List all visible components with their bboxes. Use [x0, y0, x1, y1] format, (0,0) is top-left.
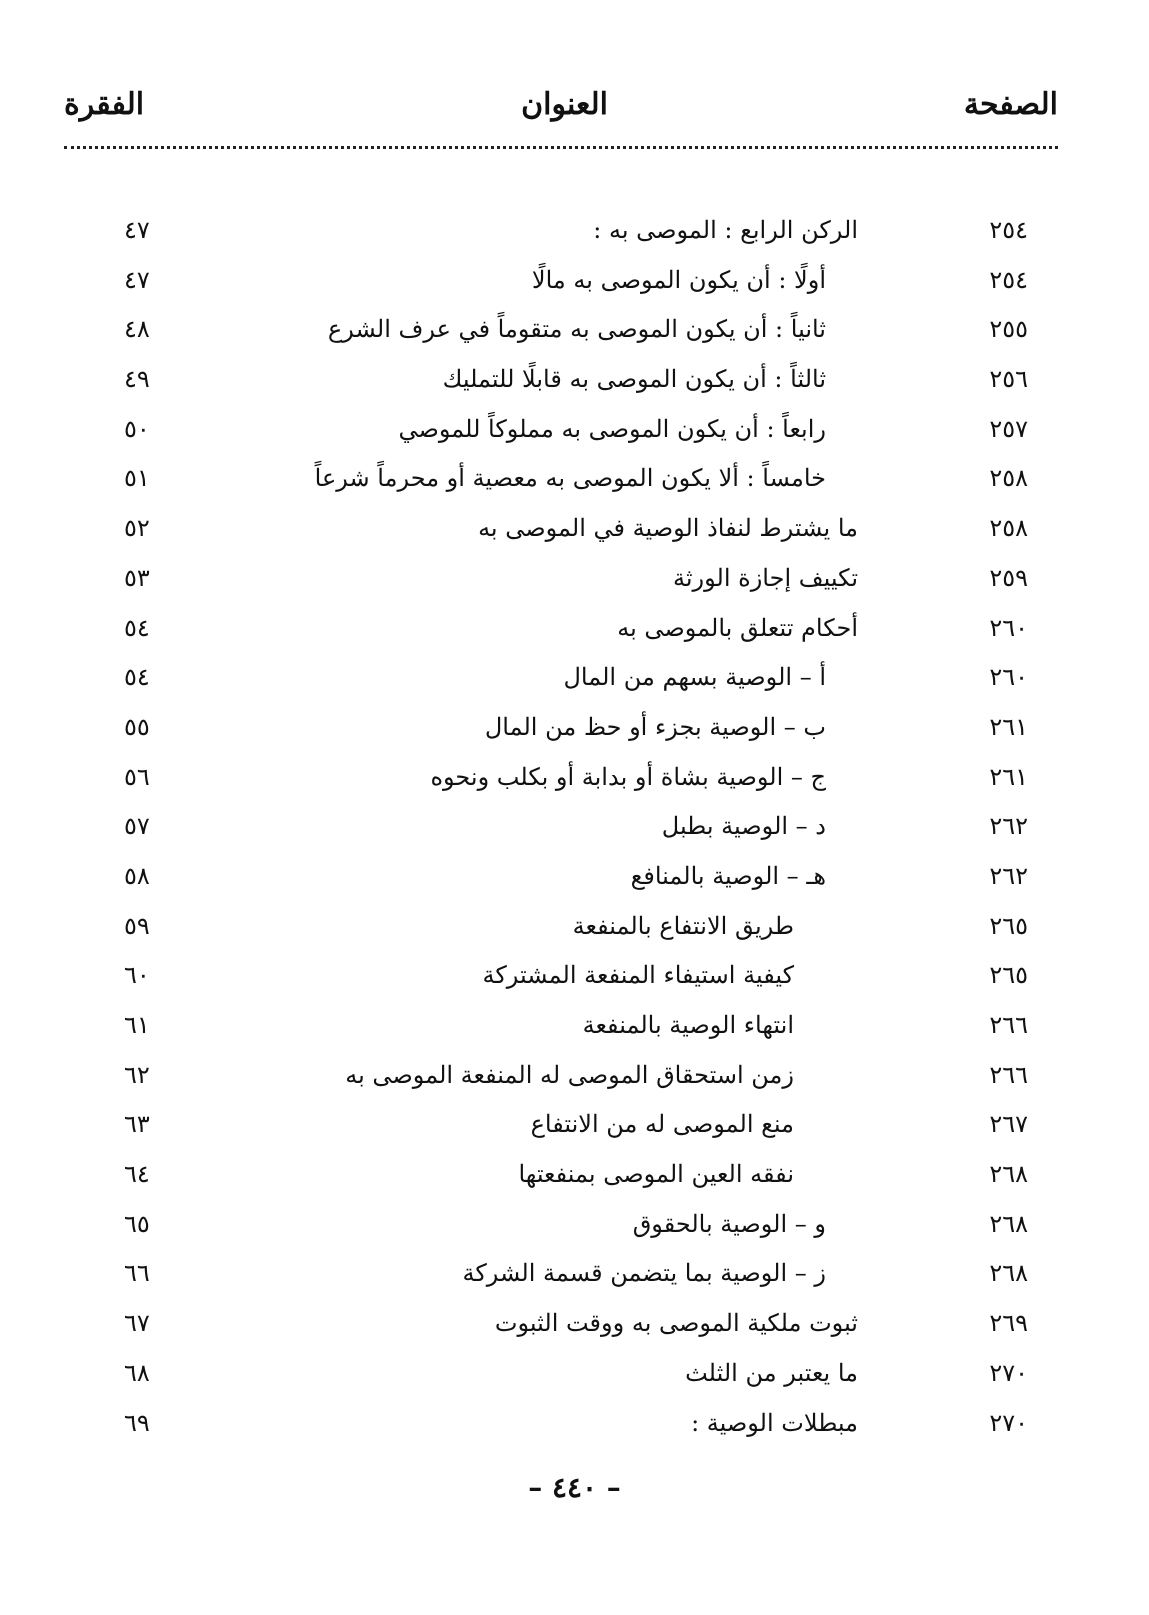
toc-row: [64, 804, 1058, 854]
toc-page-number: ٢٧٠: [989, 1358, 1028, 1387]
toc-paragraph-number: ٦٢: [124, 1060, 150, 1089]
toc-entry-title: ج – الوصية بشاة أو بدابة أو بكلب ونحوه: [430, 762, 826, 791]
toc-page-number: ٢٦٩: [989, 1309, 1028, 1338]
toc-page-number: ٢٥٩: [989, 563, 1028, 592]
toc-paragraph-number: ٥١: [124, 464, 150, 493]
toc-row: [64, 854, 1058, 904]
toc-paragraph-number: ٤٨: [124, 315, 150, 344]
toc-entry-title: د – الوصية بطبل: [661, 812, 826, 841]
toc-paragraph-number: ٥٦: [124, 762, 150, 791]
toc-paragraph-number: ٥٤: [124, 663, 150, 692]
header-paragraph-column: الفقرة: [64, 87, 145, 122]
toc-page-number: ٢٥٥: [989, 315, 1028, 344]
toc-paragraph-number: ٦٥: [124, 1209, 150, 1238]
toc-page-number: ٢٥٤: [989, 265, 1028, 294]
toc-entry-title: مبطلات الوصية :: [691, 1408, 858, 1437]
table-of-contents: [64, 208, 1058, 1450]
toc-paragraph-number: ٥٨: [124, 861, 150, 890]
toc-paragraph-number: ٥٣: [124, 563, 150, 592]
toc-entry-title: خامساً : ألا يكون الموصى به معصية أو محرماً شرعاً: [314, 464, 826, 493]
toc-entry-title: أحكام تتعلق بالموصى به: [617, 613, 858, 642]
toc-page-number: ٢٦٦: [989, 1011, 1028, 1039]
toc-paragraph-number: ٦١: [124, 1011, 150, 1039]
toc-page-number: ٢٦٠: [989, 663, 1028, 692]
toc-paragraph-number: ٦٠: [124, 961, 150, 990]
toc-entry-title: أولًا : أن يكون الموصى به مالًا: [531, 265, 826, 294]
toc-row: [64, 1102, 1058, 1152]
toc-page-number: ٢٦٨: [989, 1209, 1028, 1238]
toc-page-number: ٢٦١: [989, 762, 1028, 791]
toc-page-number: ٢٦٦: [989, 1060, 1028, 1089]
toc-row: [64, 1301, 1058, 1351]
toc-page-number: ٢٥٧: [989, 414, 1028, 443]
toc-row: [64, 705, 1058, 755]
toc-paragraph-number: ٥٥: [124, 712, 150, 741]
toc-paragraph-number: ٥٧: [124, 812, 150, 841]
toc-entry-title: هـ – الوصية بالمنافع: [630, 861, 826, 890]
toc-entry-title: ما يعتبر من الثلث: [685, 1358, 858, 1387]
toc-row: [64, 904, 1058, 954]
toc-paragraph-number: ٦٧: [124, 1309, 150, 1338]
toc-entry-title: أ – الوصية بسهم من المال: [563, 663, 826, 692]
toc-paragraph-number: ٤٧: [124, 265, 150, 294]
toc-row: [64, 506, 1058, 556]
toc-row: [64, 258, 1058, 308]
toc-paragraph-number: ٤٩: [124, 365, 150, 394]
toc-page-number: ٢٦٥: [989, 911, 1028, 940]
toc-entry-title: تكييف إجازة الورثة: [672, 563, 858, 592]
toc-row: [64, 755, 1058, 805]
toc-row: [64, 208, 1058, 258]
toc-page-number: ٢٦٧: [989, 1110, 1028, 1139]
toc-row: [64, 1003, 1058, 1053]
toc-page-number: ٢٥٦: [989, 365, 1028, 394]
toc-page-number: ٢٦١: [989, 712, 1028, 741]
toc-entry-title: و – الوصية بالحقوق: [632, 1209, 826, 1238]
toc-row: [64, 606, 1058, 656]
page-number: – ٤٤٠ –: [528, 1471, 621, 1504]
toc-page-number: ٢٦٨: [989, 1160, 1028, 1189]
toc-paragraph-number: ٥٤: [124, 613, 150, 642]
toc-row: [64, 655, 1058, 705]
toc-paragraph-number: ٥٠: [124, 414, 150, 443]
toc-row: [64, 1053, 1058, 1103]
toc-entry-title: ثالثاً : أن يكون الموصى به قابلًا للتمليك: [442, 365, 826, 394]
toc-page-number: ٢٦٢: [989, 861, 1028, 890]
toc-row: [64, 556, 1058, 606]
toc-header: [64, 82, 1058, 132]
toc-entry-title: رابعاً : أن يكون الموصى به مملوكاً للموصي: [398, 414, 826, 443]
toc-entry-title: نفقه العين الموصى بمنفعتها: [518, 1160, 794, 1189]
toc-page-number: ٢٧٠: [989, 1408, 1028, 1437]
toc-entry-title: انتهاء الوصية بالمنفعة: [582, 1011, 794, 1039]
toc-page-number: ٢٥٨: [989, 464, 1028, 493]
header-page-column: الصفحة: [963, 87, 1058, 122]
toc-page-number: ٢٥٨: [989, 514, 1028, 543]
toc-paragraph-number: ٦٩: [124, 1408, 150, 1437]
toc-row: [64, 1152, 1058, 1202]
toc-entry-title: ثانياً : أن يكون الموصى به متقوماً في عرف الشرع: [327, 315, 826, 344]
toc-row: [64, 357, 1058, 407]
toc-row: [64, 407, 1058, 457]
toc-row: [64, 1202, 1058, 1252]
toc-paragraph-number: ٦٤: [124, 1160, 150, 1189]
toc-paragraph-number: ٥٢: [124, 514, 150, 543]
toc-page-number: ٢٦٠: [989, 613, 1028, 642]
toc-row: [64, 307, 1058, 357]
toc-entry-title: ما يشترط لنفاذ الوصية في الموصى به: [478, 514, 858, 543]
toc-page-number: ٢٦٥: [989, 961, 1028, 990]
toc-page-number: ٢٥٤: [989, 216, 1028, 244]
toc-page-number: ٢٦٨: [989, 1259, 1028, 1288]
toc-entry-title: طريق الانتفاع بالمنفعة: [572, 911, 794, 940]
toc-paragraph-number: ٦٣: [124, 1110, 150, 1139]
header-dotted-divider: [64, 146, 1058, 149]
toc-entry-title: زمن استحقاق الموصى له المنفعة الموصى به: [345, 1060, 794, 1089]
toc-paragraph-number: ٤٧: [124, 216, 150, 244]
toc-paragraph-number: ٥٩: [124, 911, 150, 940]
toc-paragraph-number: ٦٨: [124, 1358, 150, 1387]
toc-entry-title: ز – الوصية بما يتضمن قسمة الشركة: [462, 1259, 826, 1288]
toc-row: [64, 953, 1058, 1003]
toc-entry-title: كيفية استيفاء المنفعة المشتركة: [482, 961, 794, 990]
toc-row: [64, 1351, 1058, 1401]
header-title-column: العنوان: [521, 87, 608, 122]
toc-entry-title: منع الموصى له من الانتفاع: [530, 1110, 794, 1139]
toc-entry-title: الركن الرابع : الموصى به :: [593, 216, 858, 244]
toc-page-number: ٢٦٢: [989, 812, 1028, 841]
toc-row: [64, 1251, 1058, 1301]
toc-row: [64, 456, 1058, 506]
toc-entry-title: ثبوت ملكية الموصى به ووقت الثبوت: [494, 1309, 858, 1338]
toc-entry-title: ب – الوصية بجزء أو حظ من المال: [484, 712, 826, 741]
toc-row: [64, 1401, 1058, 1451]
toc-paragraph-number: ٦٦: [124, 1259, 150, 1288]
